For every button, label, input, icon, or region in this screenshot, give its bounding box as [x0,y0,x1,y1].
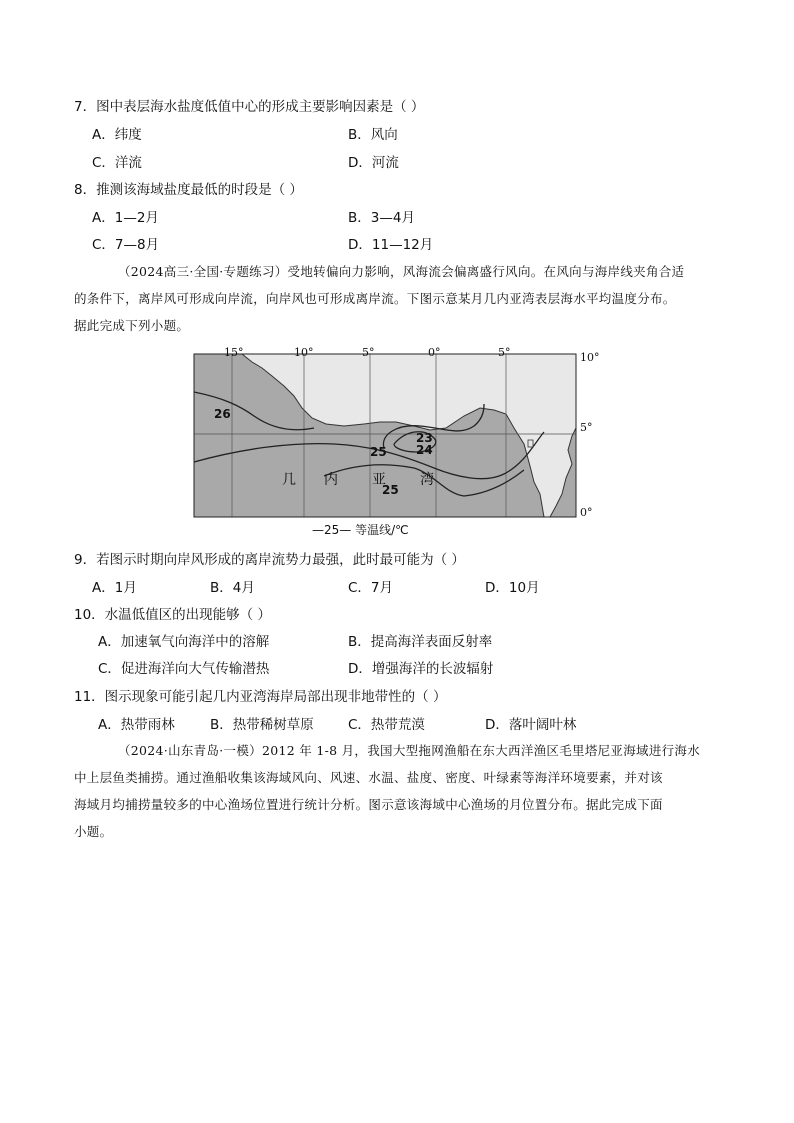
q8-option-c: C．7—8月 [92,237,160,253]
passage2-line3: 海域月均捕捞量较多的中心渔场位置进行统计分析。图示意该海域中心渔场的月位置分布。据此完成下面 [74,797,663,812]
q9-stem: 9．若图示时期向岸风形成的离岸流势力最强，此时最可能为（ ） [74,552,465,568]
passage2-line2: 中上层鱼类捕捞。通过渔船收集该海域风向、风速、水温、盐度、密度、叶绿素等海洋环境要素，并对该 [74,770,663,785]
lon-label-0: 0° [428,346,441,359]
passage2-line4: 小题。 [74,824,113,839]
q7-option-a: A．纬度 [92,127,142,143]
isotherm-label-25-north: 25 [370,445,387,459]
lon-label-15: 15° [224,346,244,359]
lat-label-5: 5° [580,421,593,434]
region-char-2: 内 [324,472,338,488]
passage1-line3: 据此完成下列小题。 [74,318,190,333]
passage1-line1: （2024高三·全国·专题练习）受地转偏向力影响，风海流会偏离盛行风向。在风向与海岸线夹角合适 [118,264,685,279]
region-char-4: 湾 [420,472,434,488]
q11-stem: 11．图示现象可能引起几内亚湾海岸局部出现非地带性的（ ） [74,689,447,705]
gulf-of-guinea-temperature-map [184,344,616,540]
lat-label-10: 10° [580,351,600,364]
lon-label-5e: 5° [498,346,511,359]
isotherm-label-23: 23 [416,431,433,445]
q9-option-a: A．1月 [92,580,137,596]
q8-option-a: A．1—2月 [92,210,159,226]
q8-option-d: D．11—12月 [348,237,434,253]
q9-option-d: D．10月 [485,580,540,596]
passage1-line2: 的条件下，离岸风可形成向岸流，向岸风也可形成离岸流。下图示意某月几内亚湾表层海水平均温度分布。 [74,291,676,306]
q10-option-a: A．加速氧气向海洋中的溶解 [98,634,270,650]
lat-label-0: 0° [580,506,593,519]
q9-option-b: B．4月 [210,580,255,596]
q10-option-c: C．促进海洋向大气传输潜热 [98,661,270,677]
q10-option-d: D．增强海洋的长波辐射 [348,661,494,677]
region-char-3: 亚 [372,472,386,488]
q11-option-d: D．落叶阔叶林 [485,717,577,733]
lon-label-10: 10° [294,346,314,359]
q8-option-b: B．3—4月 [348,210,415,226]
lon-label-5w: 5° [362,346,375,359]
q10-option-b: B．提高海洋表面反射率 [348,634,493,650]
q11-option-c: C．热带荒漠 [348,717,425,733]
map-legend: —25— 等温线/℃ [312,523,409,537]
isotherm-label-25-south: 25 [382,483,399,497]
q7-option-d: D．河流 [348,155,399,171]
q10-stem: 10．水温低值区的出现能够（ ） [74,607,271,623]
isotherm-label-24: 24 [416,443,433,457]
isotherm-label-26: 26 [214,407,231,421]
island-bioko [528,440,533,447]
q7-stem: 7．图中表层海水盐度低值中心的形成主要影响因素是（ ） [74,99,425,115]
q11-option-b: B．热带稀树草原 [210,717,314,733]
q9-option-c: C．7月 [348,580,394,596]
q7-option-b: B．风向 [348,127,398,143]
q8-stem: 8．推测该海域盐度最低的时段是（ ） [74,182,303,198]
q11-option-a: A．热带雨林 [98,717,175,733]
q7-option-c: C．洋流 [92,155,142,171]
passage2-line1: （2024·山东青岛·一模）2012 年 1-8 月，我国大型拖网渔船在东大西洋渔区毛里塔尼亚海域进行海水 [118,743,701,758]
region-char-1: 几 [282,472,296,488]
